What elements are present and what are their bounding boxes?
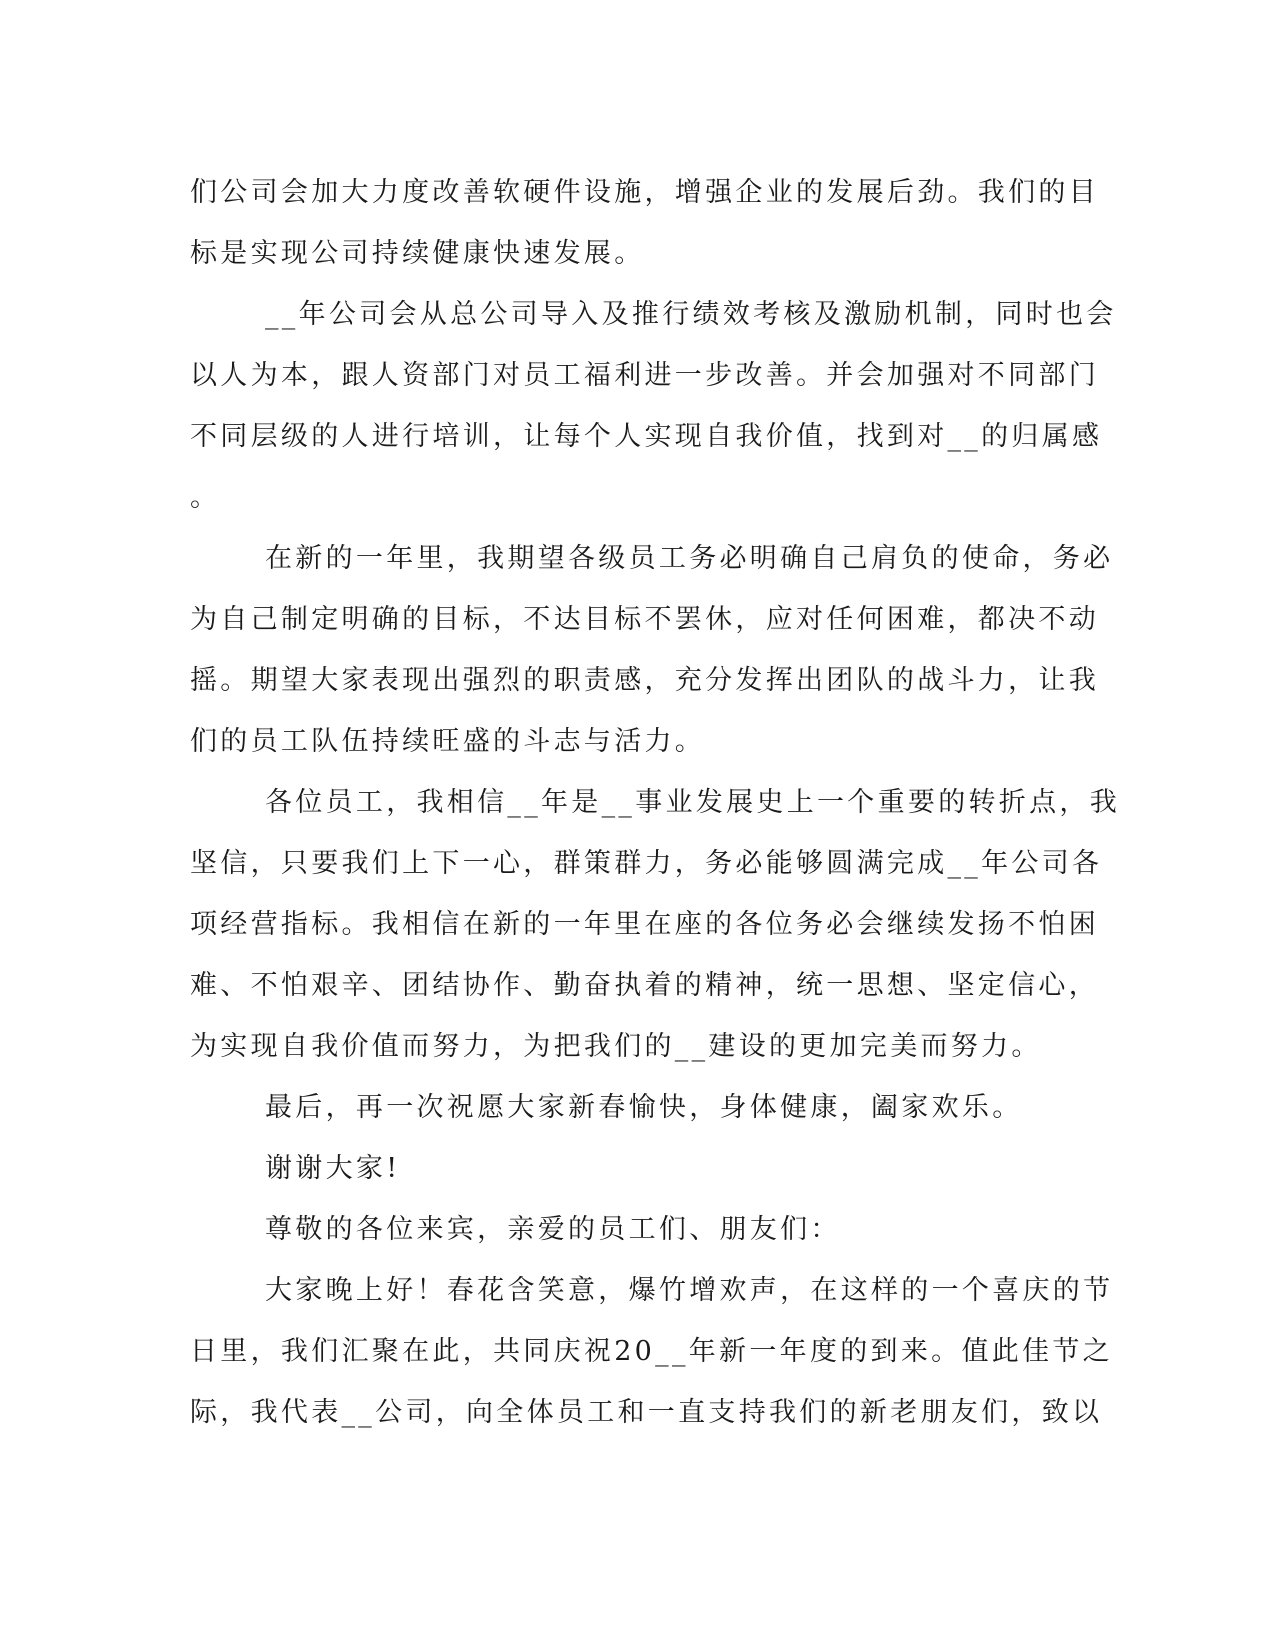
text-line: 大家晚上好！春花含笑意，爆竹增欢声，在这样的一个喜庆的节	[265, 1275, 1114, 1306]
text-line: 际，我代表__公司，向全体员工和一直支持我们的新老朋友们，致以	[190, 1397, 1103, 1428]
text-line: 尊敬的各位来宾，亲爱的员工们、朋友们：	[265, 1214, 841, 1245]
text-line: __年公司会从总公司导入及推行绩效考核及激励机制，同时也会	[265, 299, 1117, 330]
text-line: 以人为本，跟人资部门对员工福利进一步改善。并会加强对不同部门	[190, 360, 1099, 391]
text-line: 各位员工，我相信__年是__事业发展史上一个重要的转折点，我	[265, 787, 1120, 818]
text-line: 。	[190, 482, 221, 513]
document-body	[190, 162, 1120, 1443]
text-line: 们公司会加大力度改善软硬件设施，增强企业的发展后劲。我们的目	[190, 177, 1099, 208]
text-line: 谢谢大家!	[265, 1153, 401, 1184]
text-line: 坚信，只要我们上下一心，群策群力，务必能够圆满完成__年公司各	[190, 848, 1103, 879]
text-line: 项经营指标。我相信在新的一年里在座的各位务必会继续发扬不怕困	[190, 909, 1099, 940]
text-line: 为实现自我价值而努力，为把我们的__建设的更加完美而努力。	[190, 1031, 1042, 1062]
text-line: 摇。期望大家表现出强烈的职责感，充分发挥出团队的战斗力，让我	[190, 665, 1099, 696]
text-line: 标是实现公司持续健康快速发展。	[190, 238, 645, 269]
text-line: 为自己制定明确的目标，不达目标不罢休，应对任何困难，都决不动	[190, 604, 1099, 635]
text-line: 们的员工队伍持续旺盛的斗志与活力。	[190, 726, 706, 757]
text-line: 不同层级的人进行培训，让每个人实现自我价值，找到对__的归属感	[190, 421, 1103, 452]
text-line: 最后，再一次祝愿大家新春愉快，身体健康，阖家欢乐。	[265, 1092, 1023, 1123]
text-line: 在新的一年里，我期望各级员工务必明确自己肩负的使命，务必	[265, 543, 1114, 574]
text-line: 日里，我们汇聚在此，共同庆祝20__年新一年度的到来。值此佳节之	[190, 1336, 1113, 1367]
text-line: 难、不怕艰辛、团结协作、勤奋执着的精神，统一思想、坚定信心，	[190, 970, 1099, 1001]
